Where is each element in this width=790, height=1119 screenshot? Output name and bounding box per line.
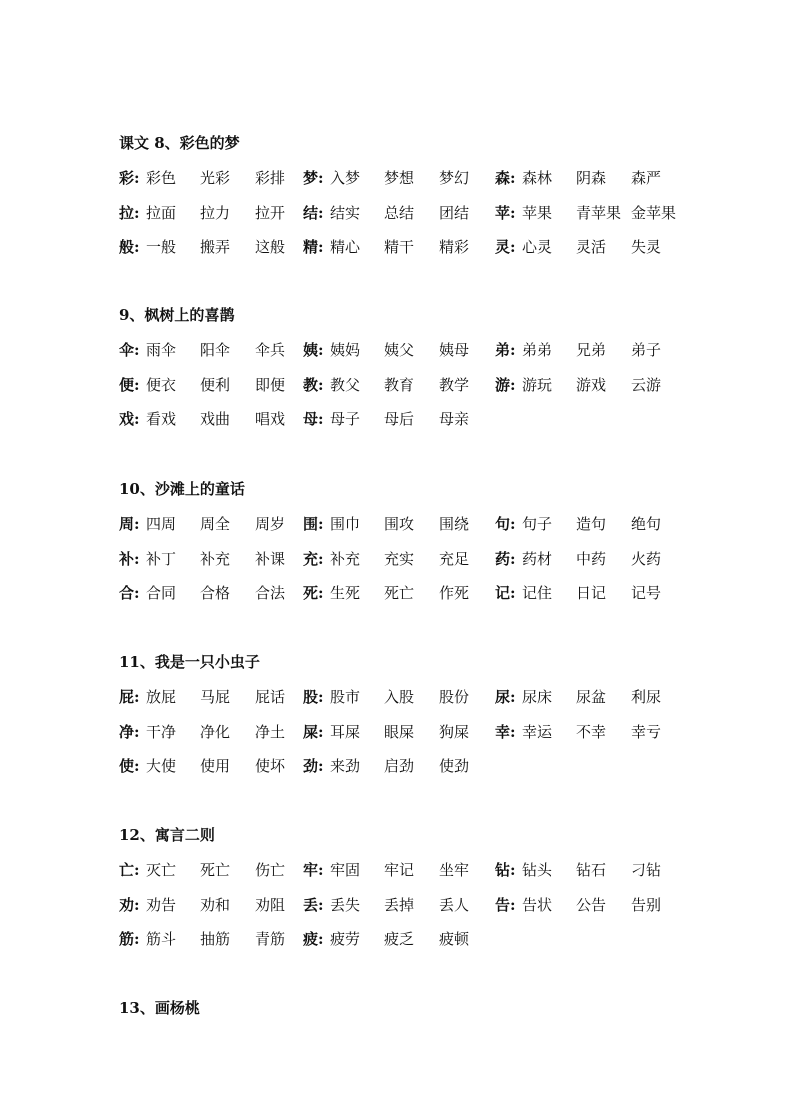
vocab-word: 来劲 bbox=[330, 757, 361, 776]
vocab-char: 屁: bbox=[119, 688, 140, 706]
vocab-word: 教父 bbox=[330, 375, 361, 394]
vocab-word: 坐牢 bbox=[439, 861, 470, 879]
vocab-word: 告状 bbox=[522, 895, 553, 914]
vocab-word: 搬弄 bbox=[200, 238, 231, 257]
vocab-char: 围: bbox=[303, 515, 324, 533]
vocab-word: 合格 bbox=[200, 584, 231, 603]
vocab-word: 启劲 bbox=[384, 757, 415, 776]
vocab-word: 青苹果 bbox=[576, 203, 622, 222]
lesson-section bbox=[119, 132, 719, 271]
vocab-word: 弟弟 bbox=[522, 341, 553, 359]
vocab-char: 合: bbox=[119, 584, 140, 603]
vocab-char: 梦: bbox=[303, 169, 324, 187]
lesson-title: 13、画杨桃 bbox=[119, 999, 200, 1017]
vocab-word: 使劲 bbox=[439, 757, 470, 776]
vocab-char: 森: bbox=[495, 169, 516, 187]
vocab-word: 周岁 bbox=[255, 515, 286, 533]
vocab-word: 句子 bbox=[522, 515, 553, 533]
vocab-row bbox=[119, 686, 719, 721]
lesson-title: 课文 8、彩色的梦 bbox=[119, 134, 240, 152]
vocab-word: 幸运 bbox=[522, 722, 553, 741]
lesson-section bbox=[119, 651, 719, 790]
vocab-word: 尿床 bbox=[522, 688, 553, 706]
vocab-word: 公告 bbox=[576, 895, 607, 914]
vocab-row bbox=[119, 582, 719, 617]
vocab-word: 云游 bbox=[631, 375, 662, 394]
vocab-word: 姨母 bbox=[439, 341, 470, 359]
vocab-word: 劝告 bbox=[146, 895, 177, 914]
vocab-word: 疲劳 bbox=[330, 930, 361, 949]
vocab-word: 药材 bbox=[522, 549, 553, 568]
vocab-word: 绝句 bbox=[631, 515, 662, 533]
vocab-row bbox=[119, 928, 719, 963]
vocab-char: 伞: bbox=[119, 341, 140, 359]
vocab-word: 充足 bbox=[439, 549, 470, 568]
vocab-char: 告: bbox=[495, 895, 516, 914]
vocab-word: 金苹果 bbox=[631, 203, 677, 222]
vocab-word: 钻头 bbox=[522, 861, 553, 879]
vocab-rows bbox=[119, 686, 719, 790]
vocab-row bbox=[119, 202, 719, 237]
vocab-char: 股: bbox=[303, 688, 324, 706]
vocab-word: 记住 bbox=[522, 584, 553, 603]
vocab-word: 精心 bbox=[330, 238, 361, 257]
vocab-rows bbox=[119, 859, 719, 963]
vocab-word: 周全 bbox=[200, 515, 231, 533]
vocab-row bbox=[119, 513, 719, 548]
vocab-word: 眼屎 bbox=[384, 722, 415, 741]
vocab-word: 干净 bbox=[146, 722, 177, 741]
vocab-char: 劲: bbox=[303, 757, 324, 776]
vocab-word: 生死 bbox=[330, 584, 361, 603]
vocab-char: 亡: bbox=[119, 861, 140, 879]
vocab-word: 精干 bbox=[384, 238, 415, 257]
vocab-word: 股份 bbox=[439, 688, 470, 706]
vocab-word: 彩色 bbox=[146, 169, 177, 187]
vocab-char: 精: bbox=[303, 238, 324, 257]
vocab-word: 伞兵 bbox=[255, 341, 286, 359]
vocab-rows bbox=[119, 513, 719, 617]
vocab-word: 火药 bbox=[631, 549, 662, 568]
vocab-word: 母亲 bbox=[439, 410, 470, 429]
vocab-word: 围攻 bbox=[384, 515, 415, 533]
vocab-word: 团结 bbox=[439, 203, 470, 222]
vocab-word: 失灵 bbox=[631, 238, 662, 257]
vocab-char: 幸: bbox=[495, 722, 516, 741]
vocab-word: 丢掉 bbox=[384, 895, 415, 914]
vocab-word: 母子 bbox=[330, 410, 361, 429]
vocab-char: 充: bbox=[303, 549, 324, 568]
vocab-word: 姨妈 bbox=[330, 341, 361, 359]
vocab-word: 疲顿 bbox=[439, 930, 470, 949]
vocab-word: 造句 bbox=[576, 515, 607, 533]
vocab-word: 放屁 bbox=[146, 688, 177, 706]
vocab-word: 拉面 bbox=[146, 203, 177, 222]
vocab-char: 便: bbox=[119, 375, 140, 394]
vocab-word: 利尿 bbox=[631, 688, 662, 706]
vocab-word: 便衣 bbox=[146, 375, 177, 394]
vocab-char: 屎: bbox=[303, 722, 324, 741]
vocab-word: 总结 bbox=[384, 203, 415, 222]
vocab-word: 丢失 bbox=[330, 895, 361, 914]
vocab-word: 青筋 bbox=[255, 930, 286, 949]
vocab-char: 苹: bbox=[495, 203, 516, 222]
vocab-word: 游玩 bbox=[522, 375, 553, 394]
vocab-word: 合同 bbox=[146, 584, 177, 603]
vocab-word: 净土 bbox=[255, 722, 286, 741]
vocab-row bbox=[119, 339, 719, 374]
vocab-word: 日记 bbox=[576, 584, 607, 603]
vocab-word: 围绕 bbox=[439, 515, 470, 533]
vocab-word: 补充 bbox=[200, 549, 231, 568]
vocab-char: 牢: bbox=[303, 861, 324, 879]
vocab-word: 劝和 bbox=[200, 895, 231, 914]
vocab-word: 告别 bbox=[631, 895, 662, 914]
vocab-word: 这般 bbox=[255, 238, 286, 257]
vocab-word: 灭亡 bbox=[146, 861, 177, 879]
vocab-char: 戏: bbox=[119, 410, 140, 429]
vocab-word: 作死 bbox=[439, 584, 470, 603]
vocab-word: 牢固 bbox=[330, 861, 361, 879]
vocab-word: 围巾 bbox=[330, 515, 361, 533]
vocab-word: 股市 bbox=[330, 688, 361, 706]
vocab-word: 森严 bbox=[631, 169, 662, 187]
vocab-row bbox=[119, 548, 719, 583]
vocab-word: 刁钻 bbox=[631, 861, 662, 879]
vocab-word: 补充 bbox=[330, 549, 361, 568]
vocab-word: 筋斗 bbox=[146, 930, 177, 949]
vocab-word: 马屁 bbox=[200, 688, 231, 706]
vocab-word: 使坏 bbox=[255, 757, 286, 776]
lesson-title: 11、我是一只小虫子 bbox=[119, 653, 260, 671]
vocab-word: 阴森 bbox=[576, 169, 607, 187]
vocab-row bbox=[119, 167, 719, 202]
vocab-word: 游戏 bbox=[576, 375, 607, 394]
vocab-word: 充实 bbox=[384, 549, 415, 568]
vocab-word: 入梦 bbox=[330, 169, 361, 187]
vocab-char: 般: bbox=[119, 238, 140, 257]
vocab-char: 筋: bbox=[119, 930, 140, 949]
vocab-rows bbox=[119, 167, 719, 271]
vocab-row bbox=[119, 755, 719, 790]
vocab-char: 结: bbox=[303, 203, 324, 222]
vocab-word: 便利 bbox=[200, 375, 231, 394]
vocab-word: 灵活 bbox=[576, 238, 607, 257]
vocab-word: 光彩 bbox=[200, 169, 231, 187]
vocab-char: 劝: bbox=[119, 895, 140, 914]
vocab-word: 疲乏 bbox=[384, 930, 415, 949]
vocab-word: 姨父 bbox=[384, 341, 415, 359]
vocab-char: 母: bbox=[303, 410, 324, 429]
vocab-char: 死: bbox=[303, 584, 324, 603]
vocab-char: 灵: bbox=[495, 238, 516, 257]
vocab-char: 拉: bbox=[119, 203, 140, 222]
vocab-word: 结实 bbox=[330, 203, 361, 222]
vocab-word: 戏曲 bbox=[200, 410, 231, 429]
lesson-section bbox=[119, 478, 719, 617]
vocab-char: 净: bbox=[119, 722, 140, 741]
vocab-row bbox=[119, 408, 719, 443]
vocab-word: 幸亏 bbox=[631, 722, 662, 741]
vocab-word: 母后 bbox=[384, 410, 415, 429]
vocab-row bbox=[119, 894, 719, 929]
vocab-word: 唱戏 bbox=[255, 410, 286, 429]
vocab-rows bbox=[119, 339, 719, 443]
vocab-char: 尿: bbox=[495, 688, 516, 706]
vocab-char: 药: bbox=[495, 549, 516, 568]
vocab-word: 中药 bbox=[576, 549, 607, 568]
vocab-word: 牢记 bbox=[384, 861, 415, 879]
vocab-word: 心灵 bbox=[522, 238, 553, 257]
vocab-word: 精彩 bbox=[439, 238, 470, 257]
vocab-word: 教学 bbox=[439, 375, 470, 394]
vocab-word: 拉力 bbox=[200, 203, 231, 222]
lesson-title: 10、沙滩上的童话 bbox=[119, 480, 245, 498]
vocab-word: 拉开 bbox=[255, 203, 286, 222]
vocab-word: 阳伞 bbox=[200, 341, 231, 359]
vocab-char: 补: bbox=[119, 549, 140, 568]
lesson-section bbox=[119, 824, 719, 963]
vocab-word: 丢人 bbox=[439, 895, 470, 914]
vocab-word: 入股 bbox=[384, 688, 415, 706]
vocab-char: 姨: bbox=[303, 341, 324, 359]
lesson-title: 9、枫树上的喜鹊 bbox=[119, 306, 235, 324]
vocab-char: 句: bbox=[495, 515, 516, 533]
vocab-word: 森林 bbox=[522, 169, 553, 187]
vocab-char: 周: bbox=[119, 515, 140, 533]
vocab-word: 弟子 bbox=[631, 341, 662, 359]
vocab-word: 梦想 bbox=[384, 169, 415, 187]
vocab-word: 抽筋 bbox=[200, 930, 231, 949]
lesson-section bbox=[119, 304, 719, 443]
vocab-word: 兄弟 bbox=[576, 341, 607, 359]
vocab-char: 钻: bbox=[495, 861, 516, 879]
vocab-word: 一般 bbox=[146, 238, 177, 257]
vocab-char: 丢: bbox=[303, 895, 324, 914]
vocab-char: 记: bbox=[495, 584, 516, 603]
vocab-word: 合法 bbox=[255, 584, 286, 603]
vocab-word: 雨伞 bbox=[146, 341, 177, 359]
vocab-word: 记号 bbox=[631, 584, 662, 603]
vocab-word: 使用 bbox=[200, 757, 231, 776]
vocab-word: 劝阻 bbox=[255, 895, 286, 914]
vocab-char: 弟: bbox=[495, 341, 516, 359]
vocab-row bbox=[119, 374, 719, 409]
vocab-word: 梦幻 bbox=[439, 169, 470, 187]
vocab-word: 伤亡 bbox=[255, 861, 286, 879]
vocab-char: 使: bbox=[119, 757, 140, 776]
lesson-title: 12、寓言二则 bbox=[119, 826, 215, 844]
vocab-word: 死亡 bbox=[200, 861, 231, 879]
vocab-word: 死亡 bbox=[384, 584, 415, 603]
vocab-word: 教育 bbox=[384, 375, 415, 394]
lesson-section bbox=[119, 997, 719, 1019]
vocab-word: 即便 bbox=[255, 375, 286, 394]
vocab-word: 苹果 bbox=[522, 203, 553, 222]
vocab-char: 彩: bbox=[119, 169, 140, 187]
vocab-char: 教: bbox=[303, 375, 324, 394]
vocab-word: 看戏 bbox=[146, 410, 177, 429]
vocab-word: 狗屎 bbox=[439, 722, 470, 741]
vocab-char: 游: bbox=[495, 375, 516, 394]
vocab-word: 补丁 bbox=[146, 549, 177, 568]
vocab-word: 彩排 bbox=[255, 169, 286, 187]
vocab-char: 疲: bbox=[303, 930, 324, 949]
vocab-word: 屁话 bbox=[255, 688, 286, 706]
vocab-word: 净化 bbox=[200, 722, 231, 741]
vocab-word: 耳屎 bbox=[330, 722, 361, 741]
vocab-word: 大使 bbox=[146, 757, 177, 776]
vocab-row bbox=[119, 721, 719, 756]
vocab-word: 钻石 bbox=[576, 861, 607, 879]
vocab-word: 补课 bbox=[255, 549, 286, 568]
vocab-row bbox=[119, 859, 719, 894]
vocab-row bbox=[119, 236, 719, 271]
vocab-word: 尿盆 bbox=[576, 688, 607, 706]
vocab-word: 不幸 bbox=[576, 722, 607, 741]
vocab-word: 四周 bbox=[146, 515, 177, 533]
